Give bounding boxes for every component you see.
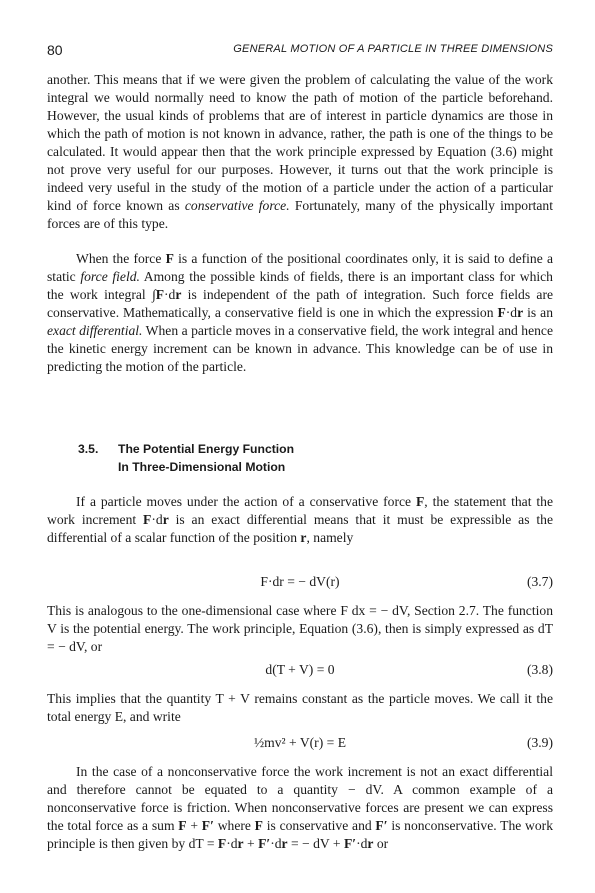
text-run: is an <box>523 305 553 320</box>
text-run: is a function of the positional coordinates only, it is said to define a static <box>47 251 553 284</box>
vector-F-prime: F′ <box>343 836 357 851</box>
vector-r: r <box>237 836 244 851</box>
section-title-line1: The Potential Energy Function <box>118 442 295 456</box>
section-title-line2: In Three-Dimensional Motion <box>118 460 286 474</box>
term-exact-differential: exact differential. <box>47 323 143 338</box>
paragraph-analogy <box>47 602 553 656</box>
paragraph-force-field <box>47 250 553 376</box>
vector-r: r <box>367 836 374 851</box>
text-run: is an exact differential means that it must be expressible as the differential of a scalar function of the position <box>47 512 553 545</box>
equation-number: (3.7) <box>526 574 553 589</box>
paragraph-continued <box>47 71 553 233</box>
running-head: GENERAL MOTION OF A PARTICLE IN THREE DIMENSIONS <box>233 43 553 55</box>
text-run: , the statement that the work increment <box>47 494 553 527</box>
vector-r: r <box>517 305 524 320</box>
text-run: This is analogous to the one-dimensional case where F dx = − dV, Section 2.7. The function V is the potential energy. The work principle, Equation (3.6), then is simply expressed as dT = − dV, or <box>47 603 553 654</box>
text-run: ·d <box>151 512 163 527</box>
vector-r: r <box>300 530 307 545</box>
page-header <box>47 42 553 60</box>
vector-F: F <box>155 287 164 302</box>
text-run: , namely <box>306 530 354 545</box>
page-number: 80 <box>47 42 63 58</box>
paragraph-total-energy <box>47 690 553 726</box>
text-run: = − dV + <box>287 836 344 851</box>
vector-F-prime: F′ <box>258 836 271 851</box>
vector-F-prime: F′ <box>201 818 214 833</box>
equation-expression: F·dr = − dV(r) <box>260 574 340 589</box>
text-run: When a particle moves in a conservative field, the work integral and hence the kinetic energy increment can be known in advance. This knowledge can be of use in predicting the motion of the particle. <box>47 323 553 374</box>
vector-F: F <box>415 494 425 509</box>
section-heading <box>78 440 294 476</box>
text-run: + <box>186 818 202 833</box>
text-run: ·d <box>226 836 238 851</box>
text-run: is nonconservative. The work principle is then given by dT = <box>47 818 553 851</box>
text-run: Among the possible kinds of fields, there is an important class for which the work integral ∫ <box>47 269 553 302</box>
vector-F: F <box>254 818 263 833</box>
text-run: is conservative and <box>262 818 376 833</box>
equation-expression: d(T + V) = 0 <box>265 662 335 677</box>
text-run: ·d <box>505 305 518 320</box>
section-number: 3.5. <box>78 442 99 456</box>
term-force-field: force field. <box>80 269 140 284</box>
vector-F-prime: F′ <box>375 818 388 833</box>
text-run: or <box>373 836 389 851</box>
text-run: ·d <box>164 287 176 302</box>
vector-F: F <box>497 305 506 320</box>
equation-3-9 <box>47 735 553 755</box>
text-run: where <box>213 818 255 833</box>
vector-r: r <box>281 836 288 851</box>
text-run: is independent of the path of integration. Such force fields are conservative. Mathematically, a conservative field is one in which the expression <box>47 287 554 320</box>
equation-expression: ½mv² + V(r) = E <box>253 735 347 750</box>
vector-F: F <box>165 251 174 266</box>
vector-r: r <box>162 512 169 527</box>
text-run: + <box>243 836 259 851</box>
text-run: If a particle moves under the action of a conservative force <box>76 494 416 509</box>
equation-number: (3.9) <box>526 735 553 750</box>
text-run: When the force <box>76 251 166 266</box>
vector-F: F <box>178 818 187 833</box>
equation-3-7 <box>47 574 553 594</box>
vector-F: F <box>143 512 152 527</box>
equation-3-8 <box>47 662 553 682</box>
vector-r: r <box>175 287 182 302</box>
text-run: another. This means that if we were given the problem of calculating the value of the work integral we would normally need to know the path of motion of the particle beforehand. However, the usual kinds of problems that are of interest in particle dynamics are those in which the path of motion is not known in advance, rather, the path is one of the things to be calculated. It would appear then that the work principle expressed by Equation (3.6) might not prove very useful for our purposes. However, it turns out that the work principle is indeed very useful in the study of the motion of a particle under the action of a particular kind of force known as <box>47 72 553 213</box>
text-run: ·d <box>270 836 282 851</box>
text-run: Fortunately, many of the physically important forces are of this type. <box>47 198 553 231</box>
equation-number: (3.8) <box>526 662 553 677</box>
paragraph-nonconservative <box>47 763 553 853</box>
vector-F: F <box>217 836 227 851</box>
term-conservative-force: conservative force. <box>184 198 290 213</box>
text-run: ·d <box>356 836 368 851</box>
text-run: In the case of a nonconservative force the work increment is not an exact differential and therefore cannot be equated to a quantity − dV. A common example of a nonconservative force is friction. When nonconservative forces are present we can express the total force as a sum <box>47 764 553 833</box>
text-run: This implies that the quantity T + V remains constant as the particle moves. We call it the total energy E, and write <box>47 691 553 724</box>
paragraph-potential-intro <box>47 493 553 547</box>
